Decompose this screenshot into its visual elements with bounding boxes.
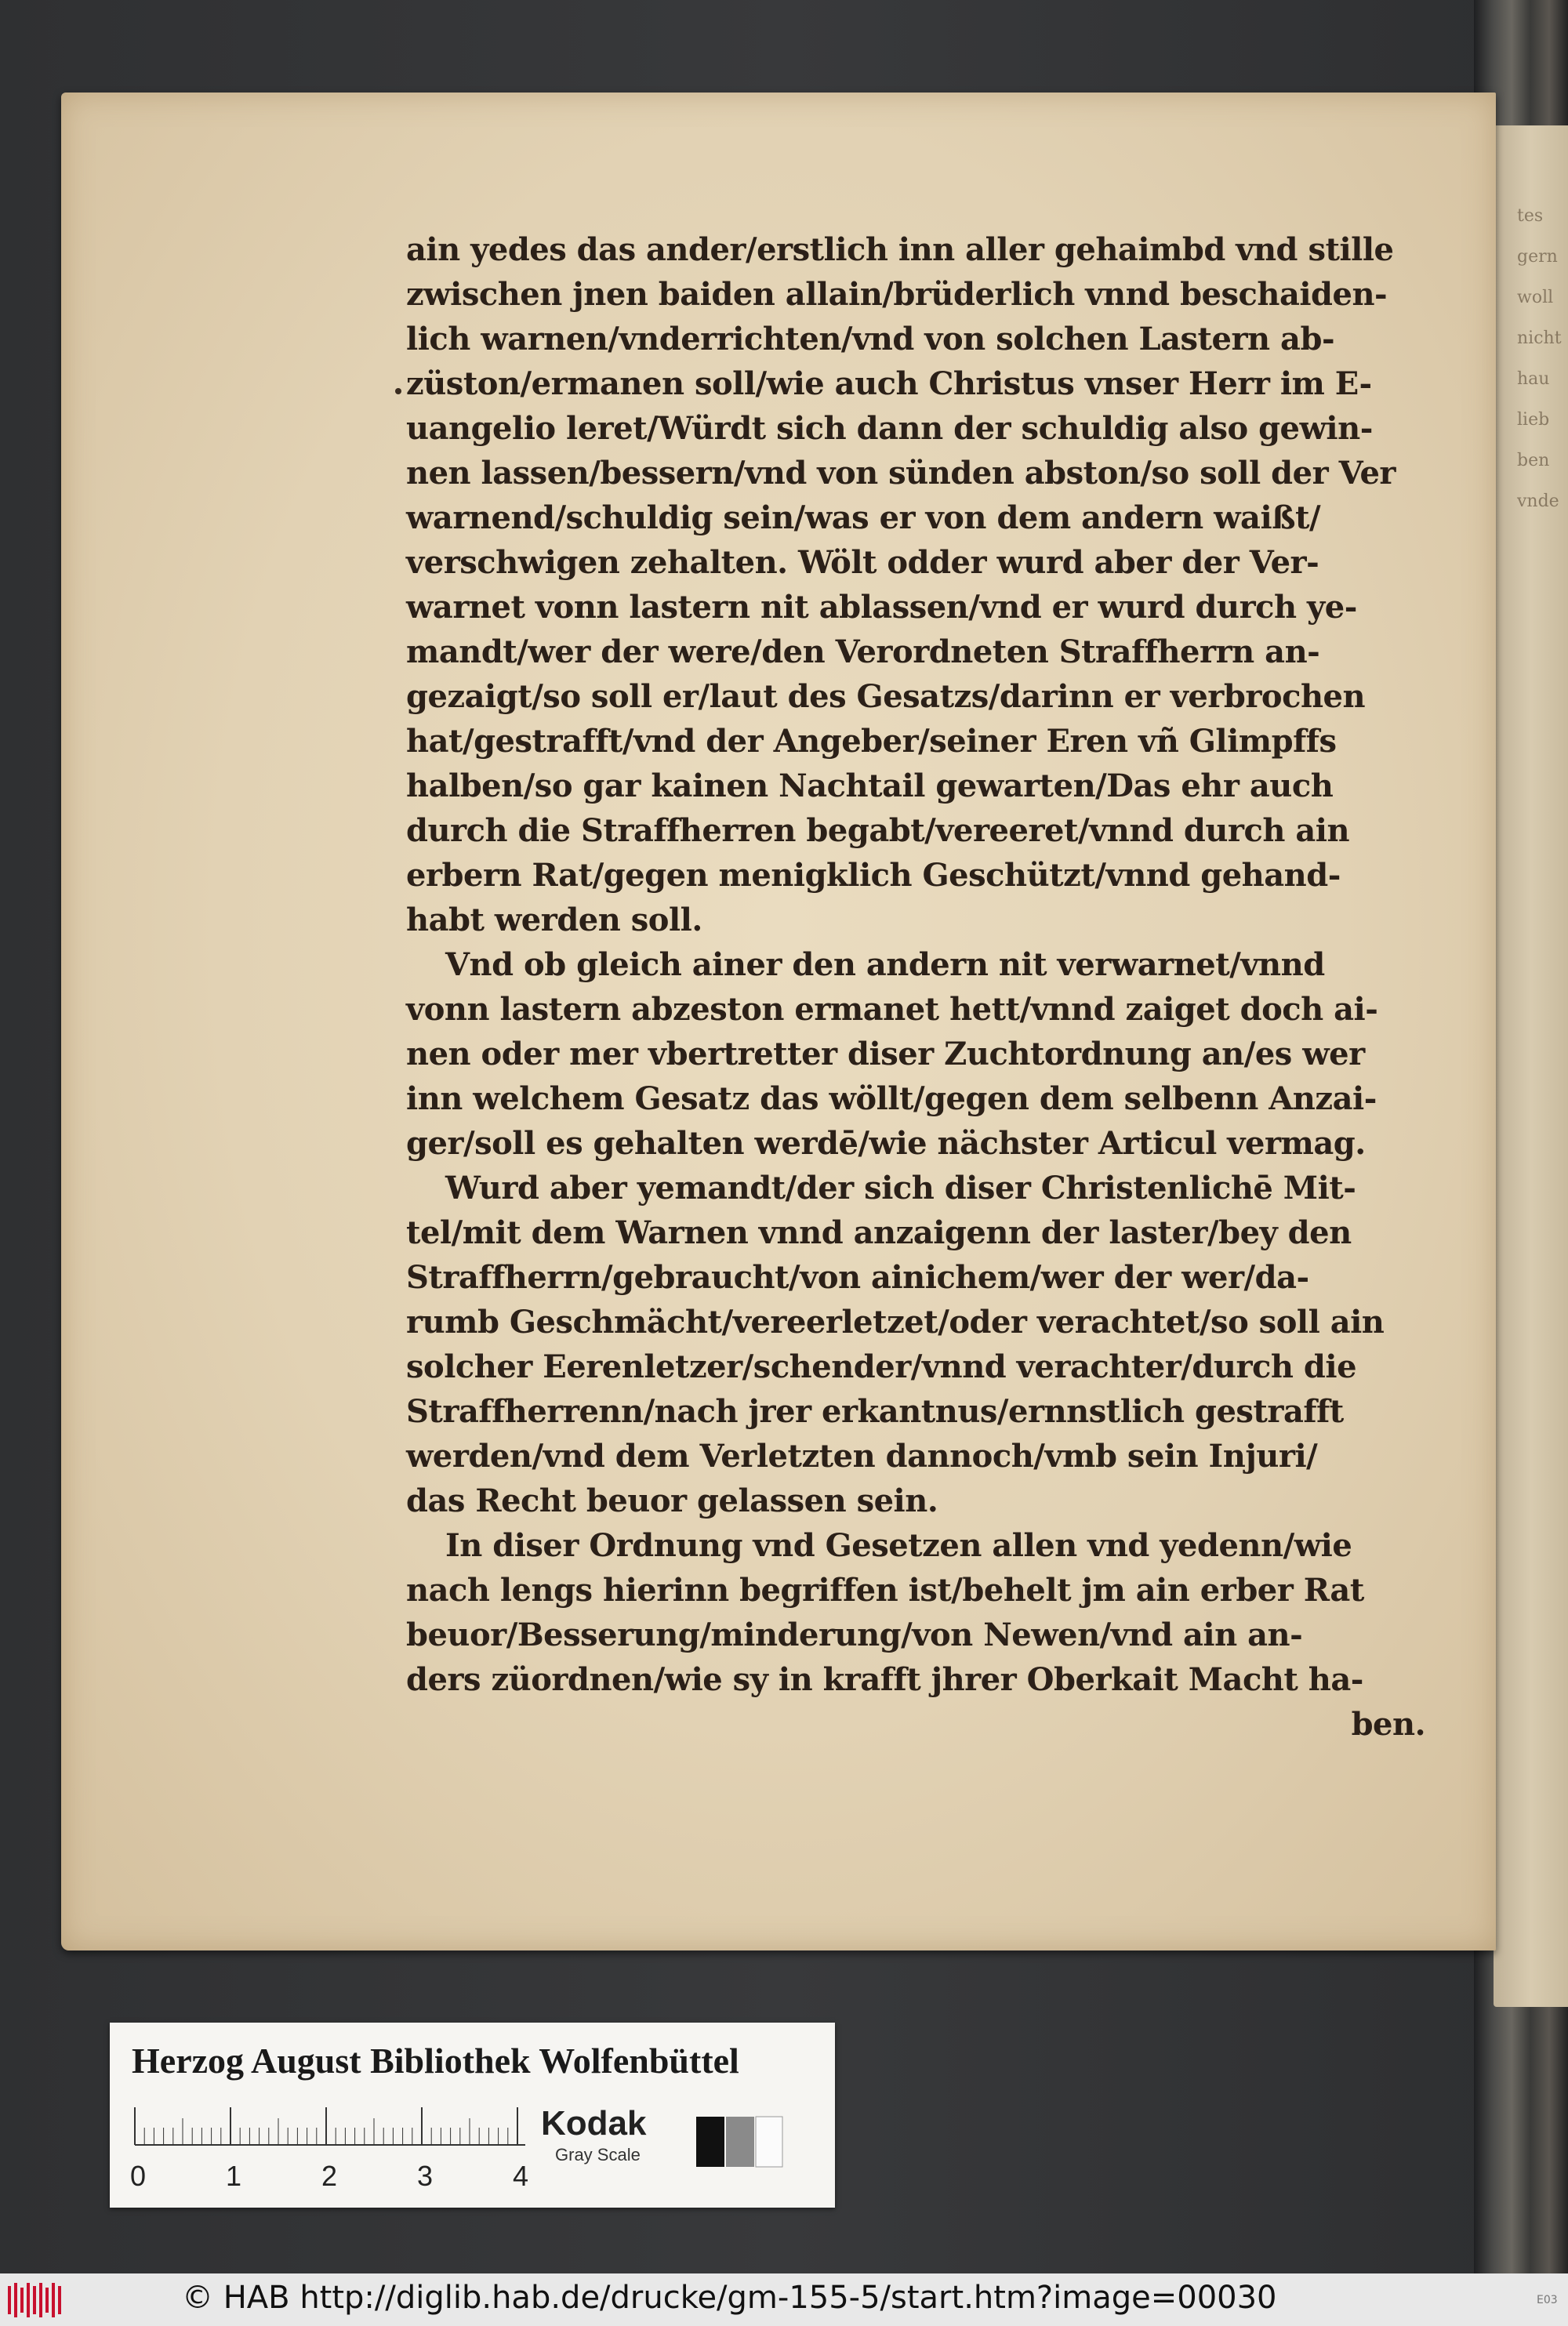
library-label-card: [110, 2023, 835, 2208]
swatch-black: [696, 2117, 724, 2167]
facing-fragment: nicht: [1517, 328, 1562, 348]
text-line: Vnd ob gleich ainer den andern nit verwarnet/vnnd: [445, 946, 1325, 983]
gray-swatches: [696, 2117, 784, 2167]
text-line: beuor/Besserung/minderung/von Newen/vnd ain an-: [406, 1617, 1303, 1653]
text-line: uangelio leret/Würdt sich dann der schuldig also gewin-: [406, 410, 1373, 447]
scale-number: 4: [513, 2160, 529, 2192]
ruler-ticks: [135, 2107, 517, 2145]
facing-fragment: ben: [1517, 451, 1550, 470]
scale-number: 0: [130, 2160, 147, 2192]
kodak-logo: Kodak: [541, 2104, 647, 2143]
text-line: Wurd aber yemandt/der sich diser Christenlichē Mit-: [445, 1170, 1356, 1207]
facing-page-edge: [1494, 125, 1568, 2007]
text-line: mandt/wer der were/den Verordneten Straffherrn an-: [406, 633, 1320, 670]
catchword: ben.: [1351, 1706, 1425, 1743]
text-line: habt werden soll.: [406, 902, 702, 938]
scale-number: 1: [226, 2160, 242, 2192]
text-line: Straffherrn/gebraucht/von ainichem/wer der wer/da-: [406, 1259, 1309, 1296]
text-line: ger/soll es gehalten werdē/wie nächster Articul vermag.: [406, 1125, 1366, 1162]
text-line: werden/vnd dem Verletzten dannoch/vmb sein Injuri/: [406, 1438, 1318, 1475]
facing-fragment: gern: [1517, 247, 1558, 267]
text-line: Straffherrenn/nach jrer erkantnus/ernnstlich gestrafft: [406, 1393, 1344, 1430]
facing-fragment: woll: [1517, 288, 1554, 307]
facing-fragment: vnde: [1517, 492, 1559, 511]
text-line: vonn lastern abzeston ermanet hett/vnnd zaiget doch ai-: [406, 991, 1378, 1028]
gray-scale-label: Gray Scale: [555, 2145, 641, 2165]
text-line: tel/mit dem Warnen vnnd anzaigenn der laster/bey den: [406, 1214, 1352, 1251]
text-line: zwischen jnen baiden allain/brüderlich vnnd beschaiden-: [406, 276, 1388, 313]
footer-bar: [0, 2273, 1568, 2326]
text-line: ders züordnen/wie sy in krafft jhrer Oberkait Macht ha-: [406, 1661, 1363, 1698]
scale-number: 3: [417, 2160, 434, 2192]
text-line: gezaigt/so soll er/laut des Gesatzs/darinn er verbrochen: [406, 678, 1366, 715]
footer-mark: E03: [1537, 2294, 1558, 2306]
text-line: verschwigen zehalten. Wölt odder wurd aber der Ver-: [406, 544, 1319, 581]
hab-logo-icon: [6, 2281, 67, 2319]
text-line: rumb Geschmächt/vereerletzet/oder verachtet/so soll ain: [406, 1304, 1385, 1341]
page-text: [406, 227, 1425, 1747]
text-line: In diser Ordnung vnd Gesetzen allen vnd yedenn/wie: [445, 1527, 1352, 1564]
swatch-white: [756, 2117, 782, 2167]
text-line: lich warnen/vnderrichten/vnd von solchen Lastern ab-: [406, 321, 1335, 357]
text-line: halben/so gar kainen Nachtail gewarten/Das ehr auch: [406, 767, 1334, 804]
text-line: ain yedes das ander/erstlich inn aller gehaimbd vnd stille: [406, 231, 1394, 268]
facing-fragment: hau: [1517, 369, 1550, 389]
text-line: inn welchem Gesatz das wöllt/gegen dem selbenn Anzai-: [406, 1080, 1377, 1117]
marginal-dot: [395, 388, 401, 394]
facing-fragment: tes: [1517, 206, 1544, 226]
text-line: erbern Rat/gegen menigklich Geschützt/vnnd gehand-: [406, 857, 1341, 894]
library-name: Herzog August Bibliothek Wolfenbüttel: [132, 2041, 739, 2081]
text-line: nen oder mer vbertretter diser Zuchtordnung an/es wer: [406, 1036, 1365, 1072]
book-page: [61, 93, 1496, 1950]
footer-url-text[interactable]: © HAB http://diglib.hab.de/drucke/gm-155-5/start.htm?image=00030: [182, 2280, 1277, 2316]
text-line: durch die Straffherren begabt/vereeret/vnnd durch ain: [406, 812, 1350, 849]
scale-number: 2: [321, 2160, 338, 2192]
text-line: solcher Eerenletzer/schender/vnnd verachter/durch die: [406, 1348, 1357, 1385]
text-line: das Recht beuor gelassen sein.: [406, 1482, 938, 1519]
text-line: nach lengs hierinn begriffen ist/behelt jm ain erber Rat: [406, 1572, 1364, 1609]
text-line: nen lassen/bessern/vnd von sünden abston/so soll der Ver: [406, 455, 1396, 492]
text-line: züston/ermanen soll/wie auch Christus vnser Herr im E-: [406, 365, 1372, 402]
text-line: warnet vonn lastern nit ablassen/vnd er wurd durch ye-: [406, 589, 1357, 626]
text-line: hat/gestrafft/vnd der Angeber/seiner Eren vñ Glimpffs: [406, 723, 1337, 760]
facing-fragment: lieb: [1517, 410, 1550, 430]
swatch-gray: [726, 2117, 754, 2167]
facing-page-text: [1517, 196, 1564, 522]
text-line: warnend/schuldig sein/was er von dem andern waißt/: [406, 499, 1321, 536]
